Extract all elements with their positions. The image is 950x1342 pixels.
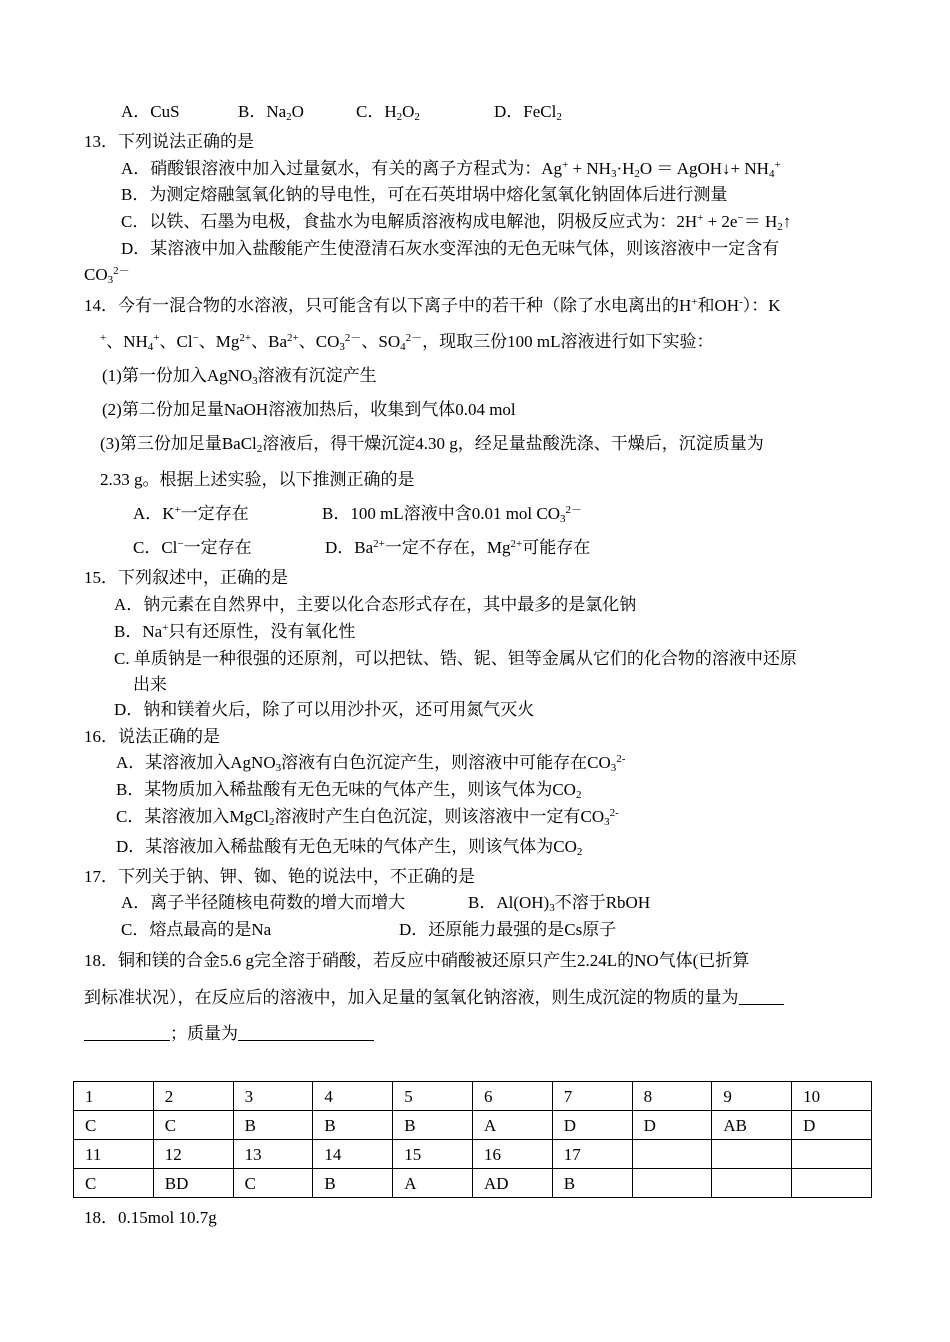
q18-stem-cont2: ；质量为	[84, 1024, 374, 1042]
q14-option-b: B．100 mL溶液中含0.01 mol $CO_3^{2-}$	[322, 504, 583, 525]
table-cell: 11	[74, 1140, 154, 1169]
q14-experiment-3-cont: 2.33 g。根据上述实验，以下推测正确的是	[100, 470, 415, 489]
q14-option-a: A．K+一定存在	[133, 504, 249, 523]
table-cell: A	[472, 1111, 552, 1140]
table-row	[74, 1169, 872, 1198]
q13-option-d-cont: $CO_3^{2-}$	[84, 265, 130, 286]
table-cell: 17	[552, 1140, 632, 1169]
q14-experiment-3: (3)第三份加足量BaCl$_2$溶液后，得干燥沉淀4.30 g，经足量盐酸洗涤、干燥后，沉淀质量为	[100, 434, 764, 455]
q16-option-b: B．某物质加入稀盐酸有无色无味的气体产生，则该气体为$CO_2$	[116, 780, 582, 801]
table-cell: 16	[472, 1140, 552, 1169]
table-cell: 7	[552, 1082, 632, 1111]
answer-table	[73, 1081, 872, 1198]
table-cell: D	[552, 1111, 632, 1140]
table-cell: 4	[313, 1082, 393, 1111]
table-cell	[712, 1169, 792, 1198]
q12-option-d: D．FeCl$_2$	[494, 102, 562, 123]
q15-option-c-cont: 出来	[133, 675, 167, 694]
table-cell: B	[313, 1111, 393, 1140]
q17-option-a: A．离子半径随核电荷数的增大而增大	[121, 893, 406, 912]
table-cell: 14	[313, 1140, 393, 1169]
q16-option-d: D．某溶液加入稀盐酸有无色无味的气体产生，则该气体为$CO_2$	[116, 837, 583, 858]
table-cell: 2	[153, 1082, 233, 1111]
q17-option-d: D．还原能力最强的是Cs原子	[399, 920, 617, 939]
q12-option-b: B．$Na_2O$	[238, 102, 304, 123]
q15-option-d: D．钠和镁着火后，除了可以用沙扑灭，还可用氮气灭火	[114, 700, 535, 719]
table-cell	[632, 1140, 712, 1169]
q12-option-c: C．$H_2O_2$	[356, 102, 420, 123]
q14-experiment-2: (2)第二份加足量NaOH溶液加热后，收集到气体0.04 mol	[102, 400, 516, 419]
table-cell: C	[153, 1111, 233, 1140]
table-cell	[792, 1140, 872, 1169]
q17-stem: 17．下列关于钠、钾、铷、铯的说法中，不正确的是	[84, 867, 475, 886]
table-cell: AB	[712, 1111, 792, 1140]
q14-stem: 14．今有一混合物的水溶液，只可能含有以下离子中的若干种（除了水电离出的H+和OH-）：K	[84, 296, 781, 315]
q13-option-c: C．以铁、石墨为电极，食盐水为电解质溶液构成电解池，阴极反应式为：$2H^+ + 2e^-= H_2↑$	[121, 212, 792, 233]
q15-option-a: A．钠元素在自然界中，主要以化合态形式存在，其中最多的是氯化钠	[114, 595, 637, 614]
q18-blank-amount[interactable]	[739, 988, 784, 1005]
q15-option-b: B．Na+只有还原性，没有氧化性	[114, 622, 356, 641]
q14-option-d: D．$Ba^{2+}$一定不存在，$Mg^{2+}$可能存在	[325, 538, 591, 557]
table-cell: 12	[153, 1140, 233, 1169]
table-cell: A	[393, 1169, 473, 1198]
table-cell: 9	[712, 1082, 792, 1111]
q16-option-a: A．某溶液加入AgNO$_3$溶液有白色沉淀产生，则溶液中可能存在$CO_3^{2-}$	[116, 753, 626, 774]
table-cell	[712, 1140, 792, 1169]
q17-option-b: B．$Al(OH)_3$不溶于RbOH	[468, 893, 651, 914]
q13-option-a: A．硝酸银溶液中加入过量氨水，有关的离子方程式为：$Ag^+ + NH_3\cdot H_2O$ ＝ AgOH↓+ $NH_4^+$	[121, 159, 781, 180]
table-cell: B	[233, 1111, 313, 1140]
table-cell	[792, 1169, 872, 1198]
table-cell: B	[552, 1169, 632, 1198]
table-cell: C	[74, 1111, 154, 1140]
q14-experiment-1: (1)第一份加入AgNO$_3$溶液有沉淀产生	[102, 366, 377, 387]
q18-blank-amount-cont[interactable]	[84, 1024, 170, 1041]
q13-stem: 13．下列说法正确的是	[84, 132, 254, 151]
table-cell: B	[393, 1111, 473, 1140]
table-cell: D	[632, 1111, 712, 1140]
table-cell: BD	[153, 1169, 233, 1198]
table-cell: C	[233, 1169, 313, 1198]
table-cell	[632, 1169, 712, 1198]
q16-stem: 16．说法正确的是	[84, 727, 220, 746]
table-cell: 1	[74, 1082, 154, 1111]
q13-option-d: D．某溶液中加入盐酸能产生使澄清石灰水变浑浊的无色无味气体，则该溶液中一定含有	[121, 239, 780, 258]
q17-option-c: C．熔点最高的是Na	[121, 920, 272, 939]
table-cell: C	[74, 1169, 154, 1198]
table-cell: 10	[792, 1082, 872, 1111]
table-cell: 3	[233, 1082, 313, 1111]
q14-option-c: C．Cl−一定存在	[133, 538, 252, 557]
table-cell: AD	[472, 1169, 552, 1198]
table-cell: 15	[393, 1140, 473, 1169]
table-row	[74, 1082, 872, 1111]
table-cell: B	[313, 1169, 393, 1198]
q14-stem-cont: +、$NH_4^+$、Cl−、$Mg^{2+}$、$Ba^{2+}$、$CO_3^{2-}$、$SO_4^{2-}$，现取三份100 mL溶液进行如下实验：	[100, 332, 714, 353]
table-row	[74, 1140, 872, 1169]
q12-option-a: A．CuS	[121, 102, 180, 121]
q16-option-c: C．某溶液加入MgCl$_2$溶液时产生白色沉淀，则该溶液中一定有$CO_3^{2-}$	[116, 807, 619, 828]
q18-blank-mass[interactable]	[238, 1024, 374, 1041]
table-row	[74, 1111, 872, 1140]
q18-stem-cont: 到标准状况），在反应后的溶液中，加入足量的氢氧化钠溶液，则生成沉淀的物质的量为	[84, 988, 784, 1006]
table-cell: 5	[393, 1082, 473, 1111]
table-cell: 8	[632, 1082, 712, 1111]
table-cell: D	[792, 1111, 872, 1140]
q18-stem: 18．铜和镁的合金5.6 g完全溶于硝酸，若反应中硝酸被还原只产生2.24L的NO气体(已折算	[84, 951, 750, 970]
table-cell: 13	[233, 1140, 313, 1169]
q18-answer: 18．0.15mol 10.7g	[84, 1208, 217, 1227]
q15-stem: 15．下列叙述中，正确的是	[84, 568, 288, 587]
q15-option-c: C. 单质钠是一种很强的还原剂，可以把钛、锆、铌、钽等金属从它们的化合物的溶液中还原	[114, 649, 797, 668]
table-cell: 6	[472, 1082, 552, 1111]
q13-option-b: B．为测定熔融氢氧化钠的导电性，可在石英坩埚中熔化氢氧化钠固体后进行测量	[121, 185, 728, 204]
